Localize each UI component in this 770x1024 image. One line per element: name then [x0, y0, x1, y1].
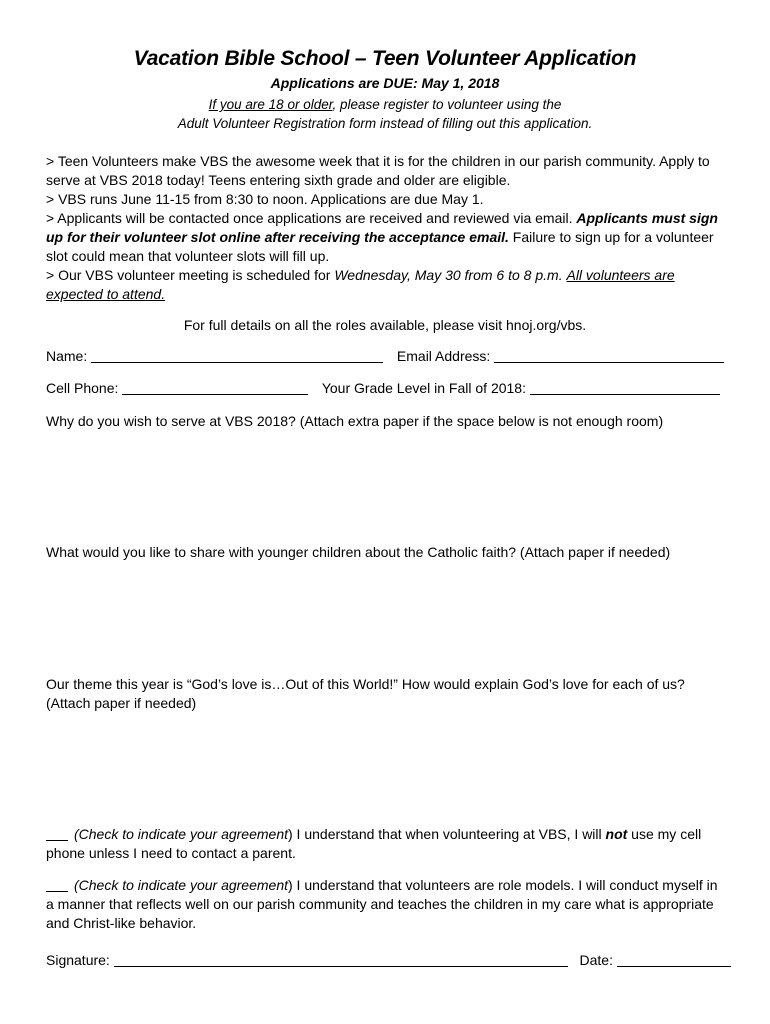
agreement-1-hint: (Check to indicate your agreement [74, 826, 288, 842]
date-field[interactable] [617, 952, 731, 967]
date-label: Date: [579, 952, 613, 968]
name-email-row [46, 348, 726, 364]
info-p4-underlined: All volunteers are expected to attend. [46, 267, 675, 302]
info-p3-bold: Applicants must sign up for their volunteer slot online after receiving the acceptance email. [46, 210, 718, 245]
grade-field[interactable] [530, 380, 720, 395]
name-field[interactable] [91, 348, 383, 363]
agreement-1 [46, 825, 726, 863]
question-3-line2: (Attach paper if needed) [46, 695, 197, 711]
agreement-1-start: I understand that when volunteering at VBS, I will [292, 826, 606, 842]
info-p4-italic: Wednesday, May 30 from 6 to 8 p.m. [334, 267, 563, 283]
adult-note [0, 97, 770, 112]
agreement-2-paren: ) [288, 877, 293, 893]
agreement-1-checkbox[interactable] [46, 827, 68, 841]
info-paragraph-1: > Teen Volunteers make VBS the awesome week that it is for the children in our parish community. Apply to serve at VBS 2018 today! Teens entering sixth grade and older are eligible. [46, 153, 710, 188]
phone-grade-row [46, 380, 726, 396]
info-paragraph-3 [46, 209, 726, 266]
email-field[interactable] [494, 348, 724, 363]
name-label: Name: [46, 348, 88, 364]
signature-date-row [46, 952, 726, 968]
info-p4-start: > Our VBS volunteer meeting is scheduled for [46, 267, 335, 283]
adult-note-underlined: If you are 18 or older [208, 97, 333, 112]
question-1: Why do you wish to serve at VBS 2018? (Attach extra paper if the space below is not enough room) [46, 413, 664, 429]
page-title: Vacation Bible School – Teen Volunteer Application [133, 47, 637, 70]
info-p3-start: > Applicants will be contacted once applications are received and reviewed via email. [46, 210, 577, 226]
agreement-2-hint: (Check to indicate your agreement [74, 877, 288, 893]
phone-field[interactable] [122, 380, 308, 395]
agreement-1-bold: not [605, 826, 628, 842]
grade-label: Your Grade Level in Fall of 2018: [321, 380, 526, 396]
adult-note-rest: , please register to volunteer using the [332, 97, 562, 112]
email-label: Email Address: [396, 348, 491, 364]
signature-label: Signature: [46, 952, 110, 968]
agreement-1-paren: ) [288, 826, 293, 842]
agreement-2 [46, 876, 726, 933]
question-3-line1: Our theme this year is “God’s love is…Out of this World!” How would explain God’s love for each of us? [46, 676, 685, 692]
question-2: What would you like to share with younger children about the Catholic faith? (Attach paper if needed) [46, 544, 671, 560]
agreement-1-end: use my cell phone unless I need to contact a parent. [46, 826, 702, 861]
info-p3-end: Failure to sign up for a volunteer slot could mean that volunteer slots will fill up. [46, 229, 714, 264]
due-date: Applications are DUE: May 1, 2018 [270, 75, 500, 91]
adult-note-line2: Adult Volunteer Registration form instead of filling out this application. [177, 116, 593, 131]
signature-field[interactable] [114, 952, 568, 967]
agreement-2-text: I understand that volunteers are role models. I will conduct myself in a manner that reflects well on our parish community and teaches the children in my care what is appropriate and Christ-like behavior. [46, 877, 718, 931]
info-paragraph-4 [46, 266, 726, 304]
phone-label: Cell Phone: [46, 380, 119, 396]
info-paragraph-2: > VBS runs June 11-15 from 8:30 to noon. Applications are due May 1. [46, 191, 484, 207]
details-link-text: For full details on all the roles available, please visit hnoj.org/vbs. [183, 317, 587, 333]
agreement-2-checkbox[interactable] [46, 878, 68, 892]
